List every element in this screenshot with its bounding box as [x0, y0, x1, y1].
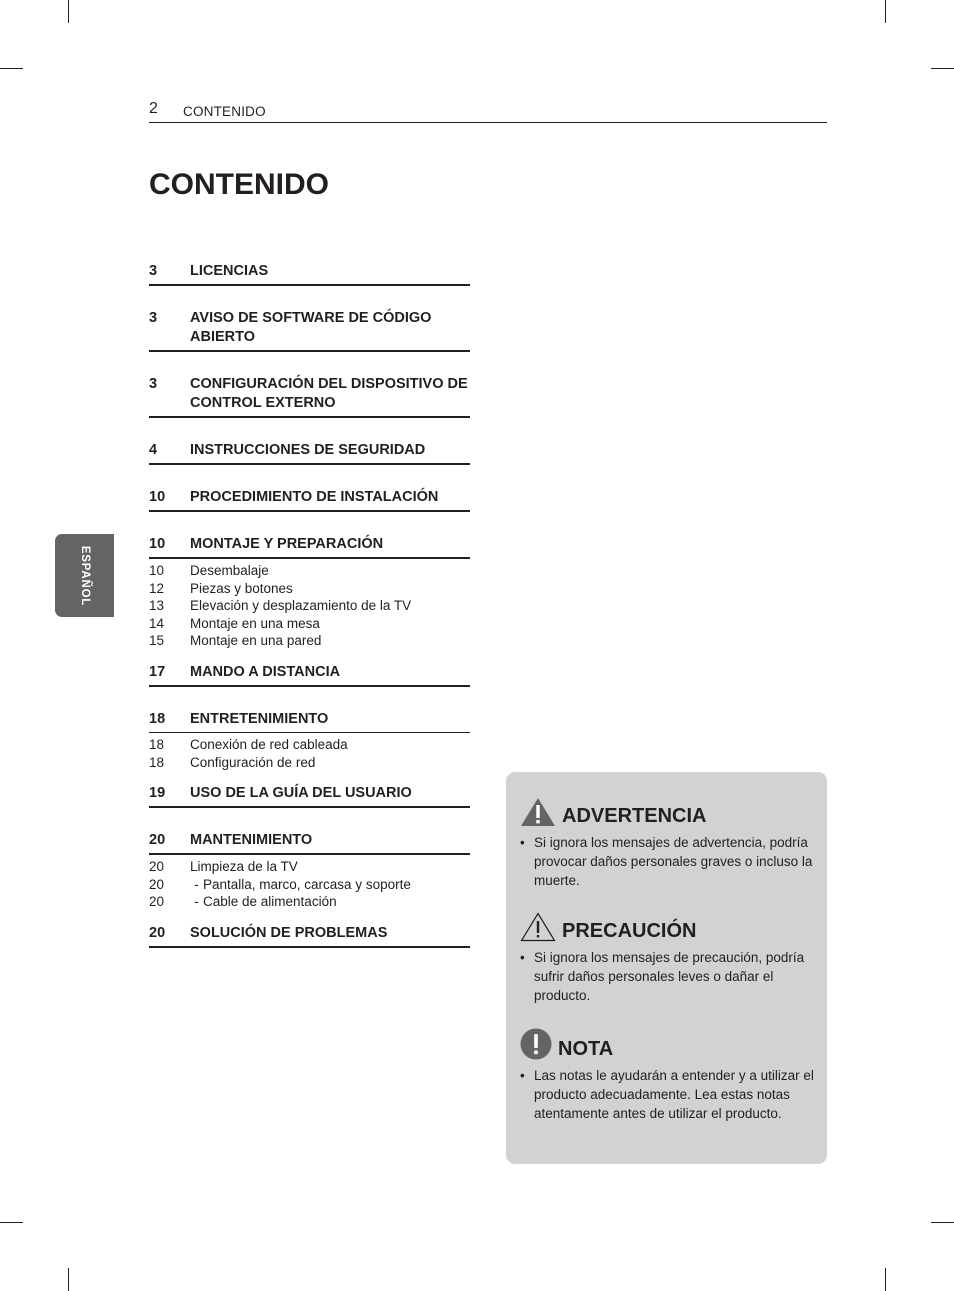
toc-section-title: CONFIGURACIÓN DEL DISPOSITIVO DE CONTROL EXTERNO: [190, 376, 468, 411]
toc-subsection[interactable]: [149, 615, 470, 633]
toc-page-number: 14: [149, 615, 165, 631]
toc-section-heading[interactable]: [149, 441, 470, 465]
toc-section-title: LICENCIAS: [190, 263, 269, 279]
toc-dash: -: [194, 876, 199, 892]
toc-subsection[interactable]: [149, 858, 470, 876]
toc-section-title: PROCEDIMIENTO DE INSTALACIÓN: [190, 489, 439, 505]
toc-subsection[interactable]: [149, 597, 470, 615]
note-icon: [520, 1028, 552, 1060]
toc-subsection-list: [149, 855, 470, 911]
toc-page-number: 15: [149, 633, 165, 649]
toc-page-number: 20: [149, 859, 165, 875]
toc-page-number: 18: [149, 710, 166, 727]
crop-mark: [931, 68, 954, 69]
crop-mark: [0, 1222, 23, 1223]
toc-section: [149, 375, 470, 418]
toc-page-number: 10: [149, 536, 166, 552]
toc-section-heading[interactable]: [149, 831, 470, 855]
note-text: Las notas le ayudarán a entender y a utilizar el producto adecuadamente. Lea estas notas atentamente antes de utilizar el producto.: [534, 1068, 814, 1121]
toc-page-number: 10: [149, 489, 166, 505]
toc-section-title: SOLUCIÓN DE PROBLEMAS: [190, 924, 388, 941]
toc-page-number: 12: [149, 580, 165, 596]
warning-notice: [520, 797, 820, 890]
caution-icon: [520, 912, 556, 942]
toc-section-title: MONTAJE Y PREPARACIÓN: [190, 536, 384, 552]
crop-mark: [931, 1222, 954, 1223]
crop-mark: [68, 1268, 69, 1291]
toc-dash: -: [194, 894, 199, 910]
running-head: CONTENIDO: [183, 104, 266, 119]
toc-page-number: 20: [149, 894, 165, 910]
toc-section-heading[interactable]: [149, 488, 470, 512]
note-item: [520, 1066, 820, 1123]
toc-page-number: 20: [149, 924, 166, 941]
crop-mark: [0, 68, 23, 69]
toc-section-title: MANTENIMIENTO: [190, 832, 313, 849]
toc-page-number: 4: [149, 442, 158, 458]
toc-page-number: 13: [149, 598, 165, 614]
toc-section: [149, 831, 470, 911]
language-tab-label: ESPAÑOL: [78, 545, 91, 606]
page-number: 2: [149, 100, 158, 117]
toc-section-heading[interactable]: [149, 535, 470, 559]
toc-page-number: 3: [149, 263, 158, 279]
toc-subsection[interactable]: [149, 562, 470, 580]
toc-section-title: INSTRUCCIONES DE SEGURIDAD: [190, 442, 426, 458]
toc-section-heading[interactable]: [149, 710, 470, 733]
toc-section-heading[interactable]: [149, 663, 470, 687]
toc-subsection-title: Cable de alimentación: [203, 894, 337, 910]
toc-section-heading[interactable]: [149, 784, 470, 808]
toc-page-number: 3: [149, 310, 158, 326]
bullet: •: [520, 1068, 525, 1083]
toc-subsection-title: Montaje en una pared: [190, 633, 322, 649]
note-label: NOTA: [558, 1038, 614, 1060]
bullet: •: [520, 950, 525, 965]
warning-text: Si ignora los mensajes de advertencia, podría provocar daños personales graves o incluso la muerte.: [534, 835, 813, 888]
toc-subsection[interactable]: [149, 580, 470, 598]
toc-section: [149, 663, 470, 687]
warning-icon: [520, 797, 556, 827]
toc-page-number: 17: [149, 663, 166, 680]
toc-section-heading[interactable]: [149, 309, 470, 352]
toc-page-number: 20: [149, 832, 166, 849]
caution-notice: [520, 912, 820, 1005]
toc-page-number: 20: [149, 876, 165, 892]
caution-label: PRECAUCIÓN: [562, 920, 697, 942]
toc-section: [149, 924, 470, 948]
crop-mark: [885, 0, 886, 23]
toc-section: [149, 309, 470, 352]
page-header: [149, 98, 827, 123]
caution-item: [520, 948, 820, 1005]
toc-section-heading[interactable]: [149, 924, 470, 948]
crop-mark: [885, 1268, 886, 1291]
toc-page-number: 10: [149, 563, 165, 578]
toc-page-number: 18: [149, 754, 165, 770]
warning-label: ADVERTENCIA: [562, 805, 707, 827]
toc-subsection[interactable]: [149, 632, 470, 650]
toc-subsection-title: Conexión de red cableada: [190, 736, 348, 752]
toc-section-heading[interactable]: [149, 262, 470, 286]
toc-section-title: ENTRETENIMIENTO: [190, 710, 329, 727]
toc-section: [149, 488, 470, 512]
page-title: CONTENIDO: [149, 168, 329, 201]
toc-section: [149, 535, 470, 650]
toc-page-number: 18: [149, 736, 165, 752]
toc-section: [149, 262, 470, 286]
toc-subsection-title: Elevación y desplazamiento de la TV: [190, 598, 412, 614]
language-tab: [55, 534, 114, 617]
toc-subsection-title: Piezas y botones: [190, 580, 293, 596]
toc-subsection-title: Limpieza de la TV: [190, 859, 298, 875]
toc-subsection-title: Desembalaje: [190, 563, 269, 578]
toc-section: [149, 784, 470, 808]
toc-section: [149, 441, 470, 465]
toc-subsection-title: Configuración de red: [190, 754, 316, 770]
note-notice: [520, 1028, 820, 1123]
toc-section-title: MANDO A DISTANCIA: [190, 663, 341, 680]
toc-subsection[interactable]: [149, 876, 470, 894]
notice-box: [506, 772, 827, 1164]
toc-subsection-title: Montaje en una mesa: [190, 615, 320, 631]
toc-subsection-list: [149, 559, 470, 650]
toc-page-number: 3: [149, 376, 158, 392]
bullet: •: [520, 835, 525, 850]
toc-page-number: 19: [149, 785, 166, 802]
caution-text: Si ignora los mensajes de precaución, podría sufrir daños personales leves o dañar el producto.: [534, 950, 805, 1003]
toc-subsection[interactable]: [149, 736, 470, 754]
toc-subsection[interactable]: [149, 893, 470, 911]
toc-section-title: AVISO DE SOFTWARE DE CÓDIGO ABIERTO: [190, 310, 432, 345]
crop-mark: [68, 0, 69, 23]
toc-section-heading[interactable]: [149, 375, 470, 418]
table-of-contents: [149, 262, 470, 948]
toc-section: [149, 710, 470, 771]
toc-subsection[interactable]: [149, 754, 470, 772]
toc-section-title: USO DE LA GUÍA DEL USUARIO: [190, 785, 412, 802]
warning-item: [520, 833, 820, 890]
toc-subsection-list: [149, 733, 470, 771]
toc-subsection-title: Pantalla, marco, carcasa y soporte: [203, 876, 411, 892]
